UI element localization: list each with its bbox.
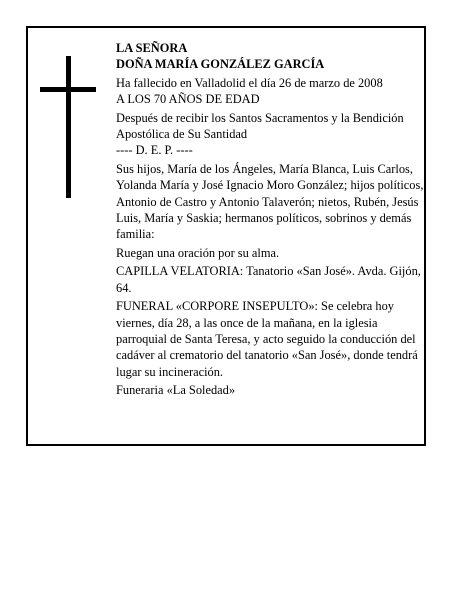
title-line-1: LA SEÑORA bbox=[116, 41, 188, 55]
cross-vertical-bar bbox=[66, 56, 71, 198]
funeral-info: FUNERAL «CORPORE INSEPULTO»: Se celebra hoy viernes, día 28, a las once de la mañana, en la iglesia parroquial de Santa Teresa, y acto seguido la conducción del cadáver al crematorio del tanatorio «San José», donde tendrá lugar su incineración. bbox=[116, 299, 418, 379]
death-info: Ha fallecido en Valladolid el día 26 de marzo de 2008 bbox=[116, 75, 383, 90]
sacraments-line: Después de recibir los Santos Sacramentos y la Bendición Apostólica de Su Santidad bbox=[116, 110, 404, 142]
obituary-notice bbox=[26, 26, 426, 446]
chapel-info: CAPILLA VELATORIA: Tanatorio «San José». Avda. Gijón, 64. bbox=[116, 264, 421, 295]
notice-text bbox=[116, 40, 428, 399]
funeral-home: Funeraria «La Soledad» bbox=[116, 383, 236, 398]
cross-horizontal-bar bbox=[40, 87, 96, 92]
family-paragraph: Sus hijos, María de los Ángeles, María Blanca, Luis Carlos, Yolanda María y José Ignacio Moro González; hijos políticos, Antonio de Castro y Antonio Talaverón; nietos, Rubén, Jesús Luis, María y Saskia; hermanos políticos, sobrinos y demás familia: bbox=[116, 161, 424, 242]
rip-line: ---- D. E. P. ---- bbox=[116, 143, 193, 158]
age-line: A LOS 70 AÑOS DE EDAD bbox=[116, 92, 260, 107]
deceased-name: DOÑA MARÍA GONZÁLEZ GARCÍA bbox=[116, 57, 325, 72]
prayer-request: Ruegan una oración por su alma. bbox=[116, 245, 280, 260]
cross-icon bbox=[40, 56, 96, 198]
